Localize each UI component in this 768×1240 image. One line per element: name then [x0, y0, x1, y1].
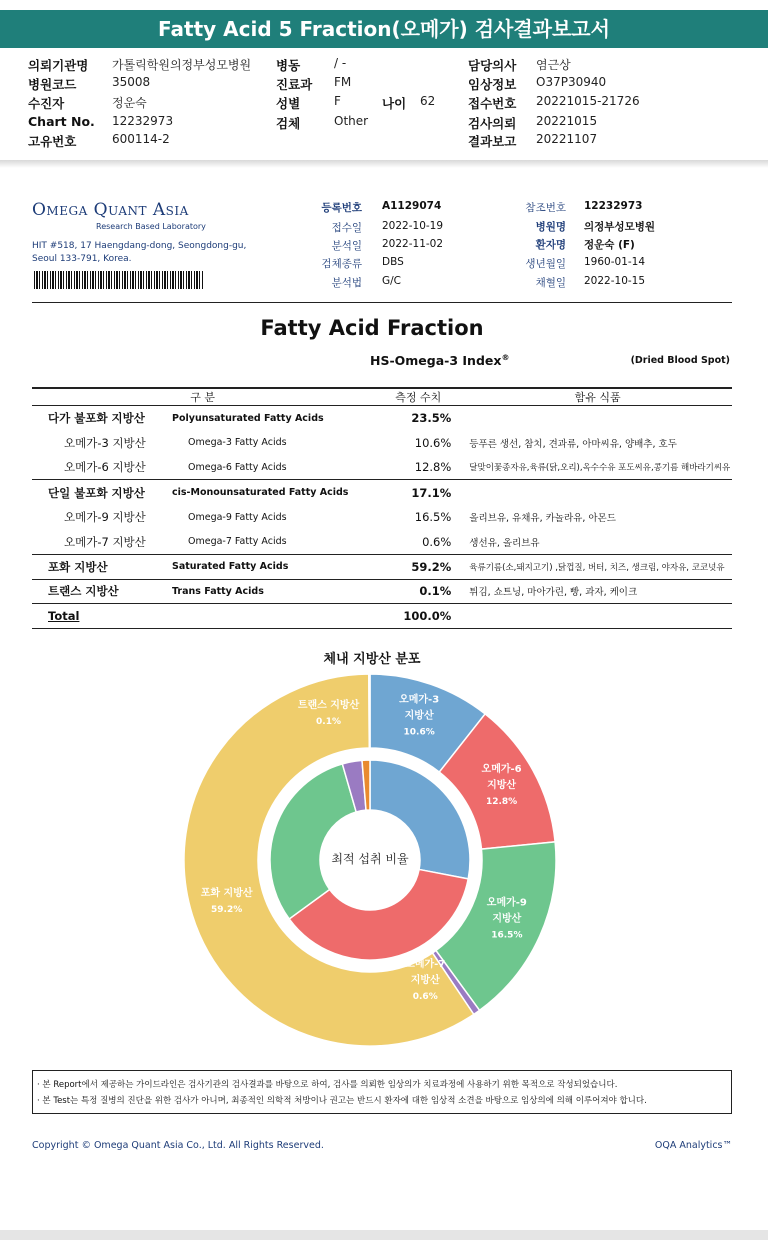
outer-slice-label: 오메가-9 지방산 16.5%: [486, 897, 527, 941]
row-value: 0.6%: [422, 534, 452, 549]
row-kor: 포화 지방산: [32, 554, 172, 579]
row-food: 육류기름(소,돼지고기) ,닭껍질, 버터, 치즈, 생크림, 야자유, 코코넛유: [463, 554, 732, 579]
col-header-category: 구 분: [32, 388, 373, 406]
outer-slice: [369, 674, 370, 748]
age-value: 62: [420, 94, 436, 108]
ward-value: / -: [334, 56, 347, 70]
row-kor: 오메가-6 지방산: [64, 460, 146, 475]
row-food: [463, 406, 732, 431]
doctor-value: 염근상: [536, 58, 571, 72]
method-value: G/C: [382, 275, 402, 287]
patient-name-label: 환자명: [535, 239, 566, 251]
specimen-value: Other: [334, 114, 369, 128]
row-value: 12.8%: [414, 460, 452, 475]
sex-label: 성별: [276, 96, 301, 111]
ref-no-label: 참조번호: [525, 202, 566, 214]
receipt-value: 20221015-21726: [536, 94, 640, 108]
row-food: 생선유, 올리브유: [469, 537, 540, 549]
total-label: Total: [32, 604, 172, 629]
clinical-label: 임상정보: [468, 77, 517, 92]
hospital-code-value: 35008: [112, 75, 151, 89]
row-kor: 오메가-9 지방산: [64, 510, 146, 525]
section-separator: [0, 160, 768, 168]
footer-brand: OQA Analytics™: [654, 1140, 732, 1151]
lab-logo-sub: Research Based Laboratory: [96, 222, 206, 231]
table-row: [32, 406, 732, 431]
disclaimer-box: [32, 1070, 732, 1114]
row-value: 17.1%: [373, 480, 463, 505]
clinical-value: O37P30940: [536, 75, 607, 89]
chart-title: 체내 지방산 분포: [323, 652, 421, 667]
index-name: [370, 353, 509, 368]
sample-note: (Dried Blood Spot): [630, 355, 730, 366]
row-eng: Trans Fatty Acids: [172, 579, 373, 604]
note-line: · 본 Test는 특정 질병의 진단을 위한 검사가 아니며, 최종적인 의학적 처방이나 권고는 반드시 환자에 대한 임상적 소견을 바탕으로 임상의에 의해 이루어져야 합니다.: [37, 1096, 647, 1106]
row-food: 올리브유, 유채유, 카놀라유, 아몬드: [469, 513, 616, 525]
main-title: Fatty Acid Fraction: [260, 316, 484, 340]
birth-label: 생년월일: [525, 258, 566, 270]
patient-value: 정운숙: [112, 96, 147, 110]
total-spacer: [172, 604, 373, 629]
row-kor: 오메가-7 지방산: [64, 534, 146, 549]
row-value: 59.2%: [373, 554, 463, 579]
total-food-spacer: [463, 604, 732, 629]
fatty-acid-donut-chart: [0, 660, 768, 1060]
chart-no-label: Chart No.: [28, 114, 95, 129]
reg-no-label: 등록번호: [321, 202, 362, 214]
row-value: 23.5%: [411, 411, 452, 426]
ref-no-value: 12232973: [584, 200, 643, 212]
outer-slice-label: 오메가-3 지방산 10.6%: [399, 694, 440, 738]
hospital-label: 병원명: [535, 221, 566, 233]
table-row: [32, 430, 732, 455]
row-value: 16.5%: [414, 510, 452, 525]
specimen-label: 검체: [276, 116, 301, 131]
row-eng: Omega-3 Fatty Acids: [188, 437, 287, 449]
hospital-value: 의정부성모병원: [584, 221, 656, 233]
row-kor: 다가 불포화 지방산: [48, 411, 145, 426]
row-food: 튀김, 쇼트닝, 마아가린, 빵, 과자, 케이크: [463, 579, 732, 604]
patient-name-value: 정운숙 (F): [584, 239, 635, 251]
request-date-label: 검사의뢰: [468, 116, 517, 131]
index-name-text: HS-Omega-3 Index: [370, 353, 502, 369]
row-eng: Saturated Fatty Acids: [172, 554, 373, 579]
table-row: [32, 579, 732, 604]
col-header-food: 함유 식품: [463, 388, 732, 406]
row-value: 10.6%: [414, 435, 452, 450]
total-value: 100.0%: [373, 604, 463, 629]
table-row: [32, 505, 732, 530]
doctor-label: 담당의사: [468, 58, 517, 73]
institution-value: 가톨릭학원의정부성모병원: [112, 58, 252, 72]
report-date-value: 20221107: [536, 132, 598, 146]
collected-value: 2022-10-15: [584, 275, 646, 287]
unique-no-label: 고유번호: [28, 134, 77, 149]
hospital-code-label: 병원코드: [28, 77, 77, 92]
received-label: 접수일: [331, 222, 362, 234]
total-row: [32, 604, 732, 629]
outer-slice-label: 포화 지방산 59.2%: [200, 888, 253, 916]
outer-slice-label: 오메가-7 지방산 0.6%: [405, 959, 446, 1003]
footer-copyright: Copyright © Omega Quant Asia Co., Ltd. All Rights Reserved.: [32, 1140, 324, 1151]
analyzed-value: 2022-11-02: [382, 238, 444, 250]
specimen-type-label: 검체종류: [321, 258, 362, 270]
received-value: 2022-10-19: [382, 220, 444, 232]
row-food: 등푸른 생선, 참치, 견과류, 아마씨유, 양배추, 호두: [469, 438, 677, 450]
index-sup: ®: [501, 353, 510, 362]
report-date-label: 결과보고: [468, 134, 517, 149]
receipt-label: 접수번호: [468, 96, 517, 111]
fatty-acid-table: [32, 387, 732, 629]
row-kor: 트랜스 지방산: [32, 579, 172, 604]
col-header-value: 측정 수치: [373, 388, 463, 406]
dept-label: 진료과: [276, 77, 313, 92]
table-row: [32, 554, 732, 579]
ward-label: 병동: [276, 58, 301, 73]
outer-slice-label: 오메가-6 지방산 12.8%: [481, 764, 522, 808]
sex-value: F: [334, 94, 341, 108]
chart-no-value: 12232973: [112, 114, 174, 128]
table-row: [32, 529, 732, 554]
row-kor: 오메가-3 지방산: [64, 435, 146, 450]
table-row: [32, 480, 732, 505]
row-food: 달맞이꽃종자유,육류(닭,오리),옥수수유 포도씨유,콩기름 해바라기씨유: [469, 463, 731, 474]
lab-address: HIT #518, 17 Haengdang-dong, Seongdong-gu, Seoul 133-791, Korea.: [32, 241, 247, 264]
outer-slice-label: 트랜스 지방산 0.1%: [297, 699, 360, 727]
row-eng: Omega-9 Fatty Acids: [188, 511, 287, 523]
report-title: Fatty Acid 5 Fraction(오메가) 검사결과보고서: [0, 10, 768, 48]
note-line: · 본 Report에서 제공하는 가이드라인은 검사기관의 검사결과를 바탕으로 하여, 검사를 의뢰한 임상의가 치료과정에 사용하기 위한 목적으로 작성되었습니다.: [37, 1080, 618, 1090]
row-value: 0.1%: [373, 579, 463, 604]
row-food: [463, 480, 732, 505]
request-date-value: 20221015: [536, 114, 598, 128]
age-label: 나이: [382, 96, 407, 111]
patient-label: 수진자: [28, 96, 65, 111]
institution-label: 의뢰기관명: [28, 58, 89, 73]
analyzed-label: 분석일: [331, 240, 362, 252]
row-eng: Omega-7 Fatty Acids: [188, 536, 287, 548]
barcode: [34, 271, 204, 289]
row-eng: Omega-6 Fatty Acids: [188, 461, 287, 473]
row-eng: cis-Monounsaturated Fatty Acids: [172, 480, 373, 505]
specimen-type-value: DBS: [382, 256, 404, 268]
header-divider: [32, 302, 732, 303]
center-label: 최적 섭취 비율: [331, 852, 409, 866]
unique-no-value: 600114-2: [112, 132, 170, 146]
page-bottom-band: [0, 1230, 768, 1240]
row-kor: 단일 불포화 지방산: [32, 480, 172, 505]
reg-no-value: A1129074: [382, 200, 442, 212]
birth-value: 1960-01-14: [584, 256, 646, 268]
row-eng: Polyunsaturated Fatty Acids: [172, 412, 324, 424]
collected-label: 채혈일: [535, 277, 566, 289]
table-row: [32, 455, 732, 480]
lab-logo: Omega Quant Asia: [32, 200, 189, 220]
method-label: 분석법: [331, 277, 362, 289]
dept-value: FM: [334, 75, 352, 89]
